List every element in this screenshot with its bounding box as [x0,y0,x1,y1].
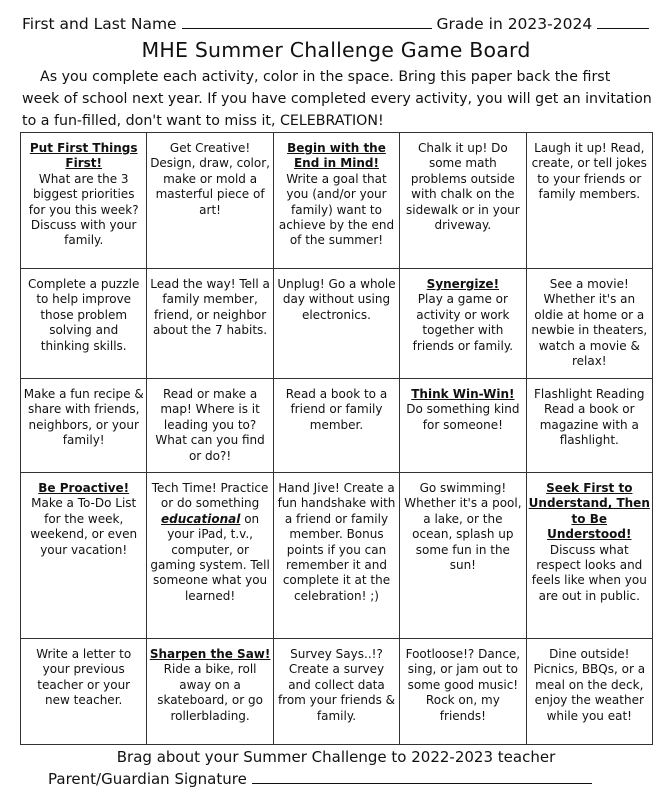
activity-text: Laugh it up! Read, create, or tell jokes to your friends or family members. [531,141,647,202]
instructions-text: As you complete each activity, color in the space. Bring this paper back the first week of school next year. If you have completed every activity, you will get an invitation to a fun-filled, don't want to miss it, CELEBRATION! [22,69,652,129]
activity-square[interactable] [273,473,399,639]
activity-text: Write a goal that you (and/or your family) want to achieve by the end of the summer! [278,171,395,248]
board-row [21,473,653,639]
activity-text: Ride a bike, roll away on a skateboard, or go rollerblading. [157,662,263,723]
board-row [21,133,653,269]
activity-text: Flashlight Reading Read a book or magazine with a flashlight. [533,387,645,448]
activity-text: Unplug! Go a whole day without using electronics. [277,277,396,322]
grade-label: Grade in 2023-2024 [436,15,593,33]
activity-square[interactable] [21,269,147,379]
board-row [21,639,653,745]
signature-blank[interactable] [252,769,592,784]
activity-text: Chalk it up! Do some math problems outside with chalk on the sidewalk or in your driveway. [406,141,520,233]
activity-square[interactable] [147,269,273,379]
activity-square[interactable] [147,473,273,639]
instructions [22,66,652,132]
activity-text: Discuss what respect looks and feels like when you are out in public. [531,542,647,603]
activity-text: Make a fun recipe & share with friends, neighbors, or your family! [23,387,144,448]
habit-heading: Sharpen the Saw! [149,647,271,661]
activity-square[interactable] [400,473,526,639]
activity-square[interactable] [526,133,652,269]
name-blank[interactable] [182,14,432,29]
activity-text: on your iPad, t.v., computer, or gaming system. Tell someone what you learned! [150,511,270,603]
activity-square[interactable] [526,379,652,473]
signature-label: Parent/Guardian Signature [48,770,247,788]
activity-text: Tech Time! Practice or do something [151,481,269,511]
habit-heading: Seek First to Understand, Then to Be Understood! [528,481,650,542]
activity-text: Write a letter to your previous teacher or your new teacher. [36,647,132,708]
activity-text: Go swimming! Whether it's a pool, a lake, or the ocean, splash up some fun in the sun! [404,481,522,573]
activity-square[interactable] [21,133,147,269]
activity-square[interactable] [147,379,273,473]
emphasized-word: educational [161,511,241,526]
grade-blank[interactable] [597,14,649,29]
activity-square[interactable] [273,639,399,745]
activity-square[interactable] [147,133,273,269]
activity-text: Read a book to a friend or family member. [285,387,388,432]
habit-heading: Begin with the End in Mind! [287,141,386,171]
habit-heading: Put First Things First! [29,141,138,171]
activity-text: Complete a puzzle to help improve those problem solving and thinking skills. [28,277,140,353]
habit-heading: Think Win-Win! [411,387,515,401]
brag-line: Brag about your Summer Challenge to 2022-2023 teacher [116,748,556,766]
activity-text: Dine outside! Picnics, BBQs, or a meal on the deck, enjoy the weather while you eat! [533,647,646,723]
activity-square[interactable] [273,133,399,269]
board-row [21,269,653,379]
activity-square[interactable] [400,269,526,379]
activity-text: Read or make a map! Where is it leading you to? What can you find or do?! [155,387,265,463]
activity-text: Get Creative! Design, draw, color, make or mold a masterful piece of art! [150,141,270,217]
activity-square[interactable] [526,639,652,745]
habit-heading: Synergize! [426,277,500,291]
activity-text: Do something kind for someone! [406,402,520,432]
activity-text: Play a game or activity or work together with friends or family. [412,292,514,353]
activity-square[interactable] [273,269,399,379]
page-title: MHE Summer Challenge Game Board [141,38,531,62]
activity-text: Make a To-Do List for the week, weekend, or even your vacation! [30,496,138,557]
activity-square[interactable] [21,639,147,745]
activity-text: Lead the way! Tell a family member, friend, or neighbor about the 7 habits. [150,277,270,338]
activity-square[interactable] [400,379,526,473]
activity-square[interactable] [147,639,273,745]
activity-text: Footloose!? Dance, sing, or jam out to some good music! Rock on, my friends! [405,647,521,723]
habit-heading: Be Proactive! [38,481,130,495]
signature-line [48,769,592,788]
activity-text: What are the 3 biggest priorities for you this week? Discuss with your family. [28,171,139,248]
activity-text: See a movie! Whether it's an oldie at home or a newbie in theaters, watch a movie & relax! [531,277,648,369]
activity-text: Survey Says..!? Create a survey and collect data from your friends & family. [277,647,395,723]
activity-text: Hand Jive! Create a fun handshake with a friend or family member. Bonus points if you can remember it and complete it at the celebration! ;) [277,481,396,603]
activity-square[interactable] [400,133,526,269]
activity-square[interactable] [21,473,147,639]
game-board-grid [20,132,653,745]
board-row [21,379,653,473]
activity-square[interactable] [526,269,652,379]
activity-square[interactable] [400,639,526,745]
activity-square[interactable] [21,379,147,473]
name-label: First and Last Name [22,15,177,33]
activity-square[interactable] [526,473,652,639]
name-grade-line [22,14,652,36]
activity-square[interactable] [273,379,399,473]
